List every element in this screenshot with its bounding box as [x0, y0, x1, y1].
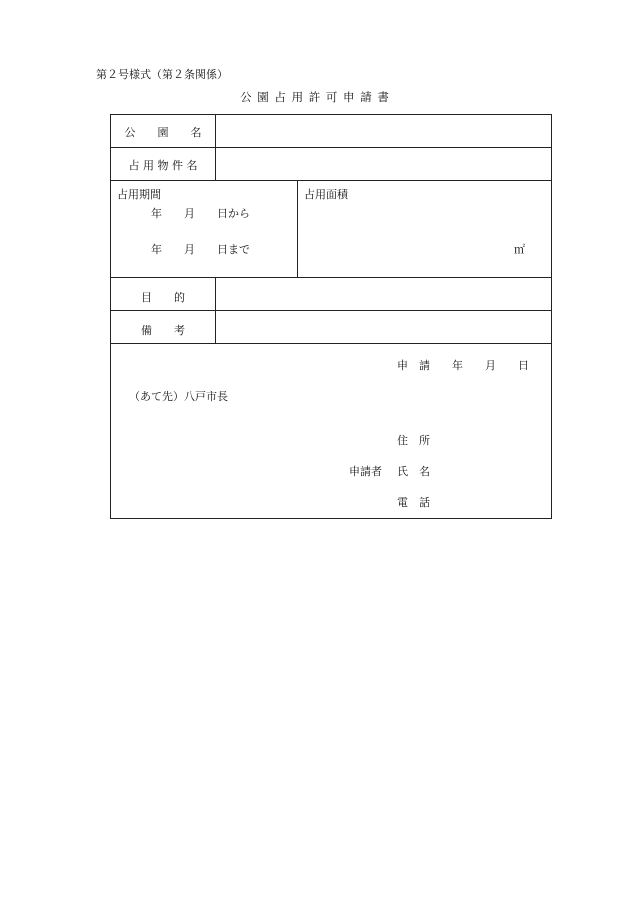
remarks-field[interactable]: [217, 312, 551, 342]
occupied-item-label: 占 用 物 件 名: [128, 159, 198, 172]
occupied-item-field[interactable]: [217, 149, 551, 179]
applicant-label: 申請者: [349, 465, 382, 478]
row-divider: [111, 147, 551, 148]
remarks-label: 備 考: [141, 324, 185, 337]
address-label: 住 所: [397, 434, 430, 447]
row-divider: [111, 277, 551, 278]
period-to-line[interactable]: 年 月 日まで: [151, 243, 250, 256]
row-divider: [111, 180, 551, 181]
park-name-label: 公 園 名: [124, 126, 202, 139]
label-column-divider: [215, 115, 216, 180]
square-meter-unit: ㎡: [514, 243, 525, 256]
row-divider: [111, 310, 551, 311]
park-name-field[interactable]: [217, 116, 551, 146]
name-label: 氏 名: [397, 465, 430, 478]
application-form-table: [110, 114, 552, 519]
purpose-label: 目 的: [141, 291, 185, 304]
period-from-line[interactable]: 年 月 日から: [151, 207, 250, 220]
period-area-divider: [297, 180, 298, 277]
purpose-field[interactable]: [217, 279, 551, 309]
application-date-line[interactable]: 申 請 年 月 日: [397, 359, 529, 372]
occupation-area-label: 占用面積: [304, 188, 348, 201]
occupation-period-label: 占用期間: [117, 188, 161, 201]
addressee: （あて先）八戸市長: [129, 390, 228, 403]
row-divider: [111, 343, 551, 344]
phone-label: 電 話: [397, 496, 430, 509]
form-number: 第２号様式（第２条関係）: [96, 68, 228, 81]
label-column-divider: [215, 277, 216, 343]
document-title: 公 園 占 用 許 可 申 請 書: [240, 90, 390, 104]
